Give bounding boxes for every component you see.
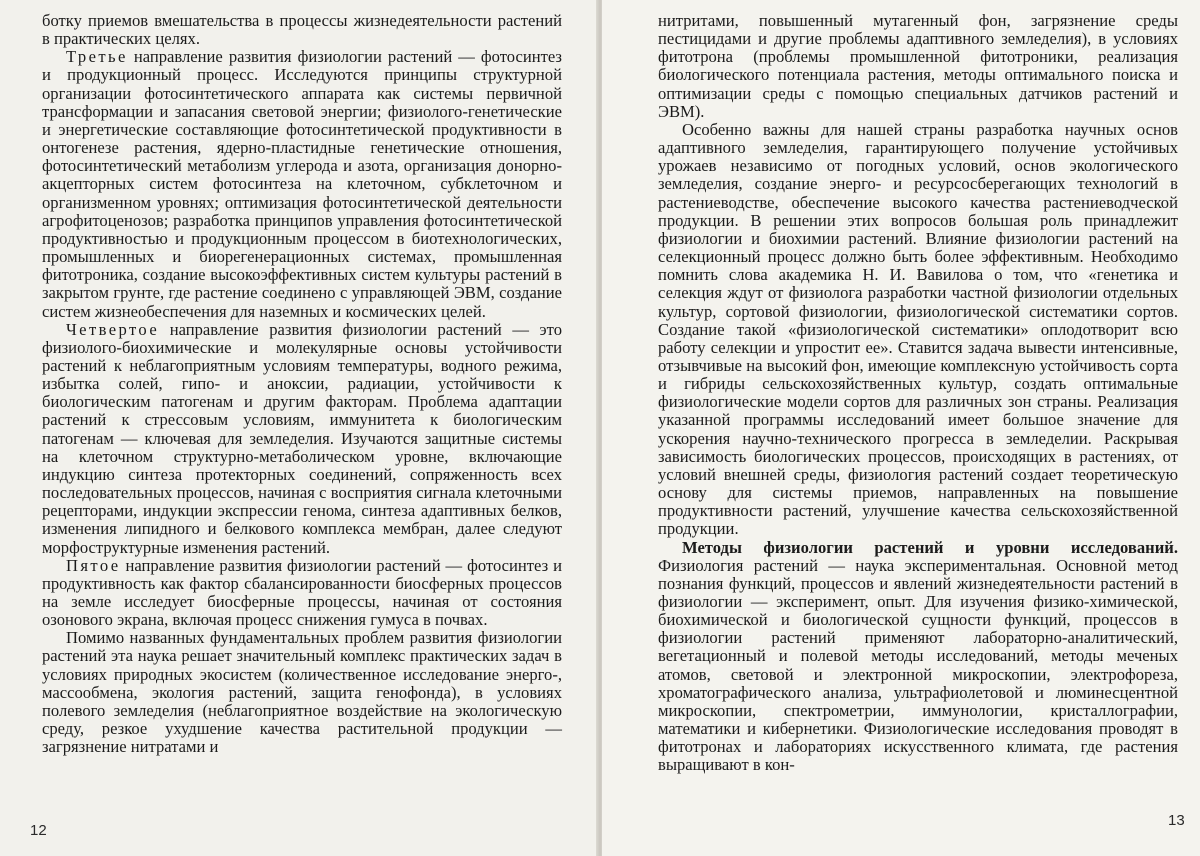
left-paragraph-5: Помимо названных фундаментальных проблем развития физиологии растений эта наука решает значительный комплекс практических задач в условиях природных экосистем (количественное исследование энерго-, массообмена, экология растений, защита генофонда), в условиях полевого земледелия (неблагоприятное воздействие на экологическую среду, резкое ухудшение качества растительной продукции — загрязнение нитратами и — [42, 628, 562, 757]
left-paragraph-4-text: направление развития физиологии растений — фотосинтез и продуктивность как фактор сбалансированности биосферных процессов на земле исследует биосферные процессы, начиная от состояния озонового экрана, включая процесс снижения гумуса в почвах. — [42, 555, 562, 630]
right-paragraph-2: Особенно важны для нашей страны разработка научных основ адаптивного земледелия, гарантирующего получение устойчивых урожаев независимо от погодных условий, основ экологического земледелия, создание энерго- и ресурсосберегающих технологий в растениеводстве, обеспечение высокого качества растениеводческой продукции. В решении этих вопросов большая роль принадлежит физиологии и биохимии растений. Влияние физиологии растений на селекционный процесс должно быть более эффективным. Необходимо помнить слова академика Н. И. Вавилова о том, что «генетика и селекция ждут от физиолога разработки частной физиологии отдельных культур, сортовой физиологии, физиологической систематики сортов. Создание такой «физиологической систематики» оплодотворит всю работу селекции и упростит ее». Ставится задача вывести интенсивные, отзывчивые на высокий фон, имеющие комплексную устойчивость сорта и гибриды сельскохозяйственных культур, создать оптимальные физиологические модели сортов для различных зон страны. Реализация указанной программы исследований имеет большое значение для ускорения научно-технического прогресса в земледелии. Раскрывая зависимость биологических процессов, происходящих в растениях, от условий внешней среды, физиология растений создает теоретическую основу для системы приемов, направленных на повышение продуктивности растений, улучшение качества сельскохозяйственной продукции. — [658, 119, 1178, 539]
left-paragraph-2 — [42, 48, 562, 320]
page-number-left: 12 — [30, 822, 47, 839]
left-page-text — [42, 12, 562, 756]
page-number-right: 13 — [1168, 812, 1185, 829]
right-paragraph-3 — [658, 539, 1178, 775]
right-paragraph-3-text: Физиология растений — наука экспериментальная. Основной метод познания функций, процессов и явлений жизнедеятельности растений в физиологии — эксперимент, опыт. Для изучения физико-химической, биохимической и биологической сущности функций, процессов в физиологии растений применяют лабораторно-аналитический, вегетационный и полевой методы исследований, методы меченых атомов, световой и электронной микроскопии, электрофореза, хроматографического анализа, ультрафиолетовой и люминесцентной микроскопии, спектрометрии, иммунологии, кристаллографии, математики и кибернетики. Физиологические исследования проводят в фитотронах и лабораториях искусственного климата, где растения выращивают в кон- — [658, 555, 1178, 775]
left-paragraph-4 — [42, 557, 562, 630]
left-paragraph-1: ботку приемов вмешательства в процессы жизнедеятельности растений в практических целях. — [42, 11, 562, 49]
left-page — [0, 0, 598, 856]
left-paragraph-2-lead: Третье — [66, 47, 128, 67]
right-page-text — [658, 12, 1178, 775]
right-page — [602, 0, 1200, 856]
right-paragraph-1: нитритами, повышенный мутагенный фон, загрязнение среды пестицидами и другие проблемы адаптивного земледелия), в условиях фитотрона (проблемы промышленной фитотроники, реализация биологического потенциала растения, методы оптимального поиска и оптимизации среды с помощью специальных датчиков растений и ЭВМ). — [658, 11, 1178, 121]
left-paragraph-3 — [42, 321, 562, 557]
left-paragraph-3-text: направление развития физиологии растений — это физиолого-биохимические и молекулярные основы устойчивости растений к неблагоприятным условиям температуры, водного режима, избытка солей, гипо- и аноксии, радиации, устойчивости к биологическим патогенам и другим факторам. Проблема адаптации растений к стрессовым условиям, иммунитета к биологическим патогенам — ключевая для земледелия. Изучаются защитные системы на клеточном структурно-метаболическом уровне, включающие индукцию синтеза протекторных соединений, сопряженность всех последовательных процессов, начиная с восприятия сигнала клеточными рецепторами, индукции экспрессии генома, синтеза адаптивных белков, изменения липидного и белкового комплекса мембран, далее следуют морфоструктурные изменения растений. — [42, 319, 562, 557]
left-paragraph-2-text: направление развития физиологии растений — фотосинтез и продукционный процесс. Исследуются принципы структурной организации фотосинтетического аппарата как системы первичной трансформации и запасания световой энергии; физиолого-генетические и энергетические составляющие фотосинтетической продуктивности в онтогенезе растения, ядерно-пластидные генетические отношения, фотосинтетический метаболизм углерода и азота, организация донорно-акцепторных систем фотосинтеза на клеточном, субклеточном и организменном уровнях; оптимизация фотосинтетической деятельности агрофитоценозов; разработка принципов управления фотосинтетической продуктивностью и продукционным процессом в биотехнологических, промышленных и биорегенерационных системах, промышленная фитотроника, создание высокоэффективных систем культуры растений в закрытом грунте, где растение соединено с управляющей ЭВМ, создание систем жизнеобеспечения для наземных и космических целей. — [42, 47, 562, 321]
left-paragraph-4-lead: Пятое — [66, 555, 121, 575]
left-paragraph-3-lead: Четвертое — [66, 319, 160, 339]
section-heading-methods: Методы физиологии растений и уровни исследований. — [682, 537, 1178, 557]
